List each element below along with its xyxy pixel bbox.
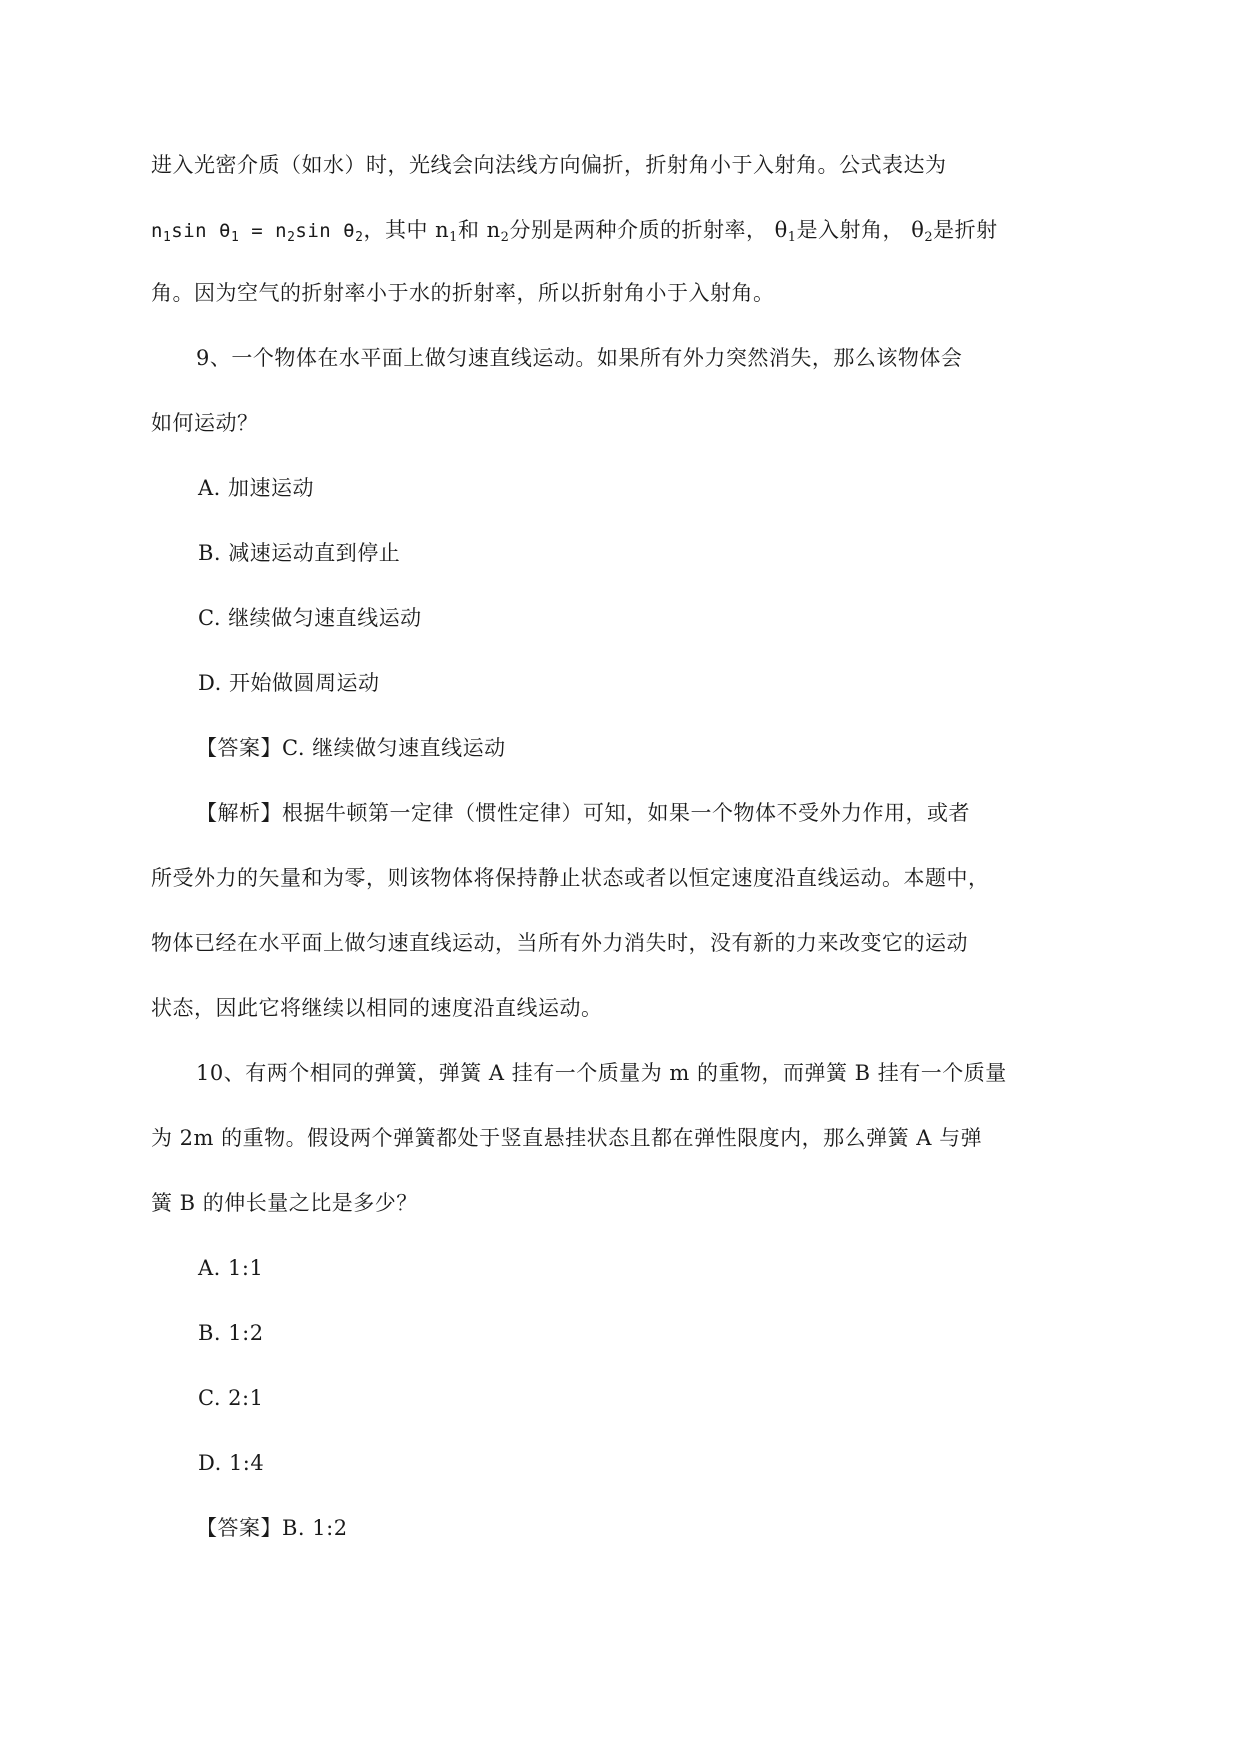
intro-line-3: 角。因为空气的折射率小于水的折射率，所以折射角小于入射角。 [151,281,775,305]
q9-option-a: A. 加速运动 [198,476,315,500]
q10-option-b: B. 1:2 [198,1321,264,1345]
q9-answer: 【答案】C. 继续做匀速直线运动 [196,736,506,760]
q10-stem-line-3: 簧 B 的伸长量之比是多少？ [151,1191,418,1215]
q10-option-a: A. 1:1 [198,1256,264,1280]
q9-analysis-line-3: 物体已经在水平面上做匀速直线运动，当所有外力消失时，没有新的力来改变它的运动 [151,931,968,955]
formula-n1-sin: $n_1\sin$ $\theta_1 = n_2\sin$ $\theta_2$ [151,220,364,245]
q9-analysis-line-1: 【解析】根据牛顿第一定律（惯性定律）可知，如果一个物体不受外力作用，或者 [196,801,970,825]
intro-line-1: 进入光密介质（如水）时，光线会向法线方向偏折，折射角小于入射角。公式表达为 [151,153,947,177]
q10-option-d: D. 1:4 [198,1451,265,1475]
q9-stem-line-1: 9、一个物体在水平面上做匀速直线运动。如果所有外力突然消失，那么该物体会 [196,346,963,370]
q9-option-d: D. 开始做圆周运动 [198,671,380,695]
q9-analysis-line-4: 状态，因此它将继续以相同的速度沿直线运动。 [151,996,603,1020]
q10-stem-line-2: 为 2m 的重物。假设两个弹簧都处于竖直悬挂状态且都在弹性限度内，那么弹簧 A 与弹 [151,1126,983,1150]
q9-option-b: B. 减速运动直到停止 [198,541,401,565]
q10-answer: 【答案】B. 1:2 [196,1516,348,1540]
intro-formula-line: $n_1\sin$ $\theta_1 = n_2\sin$ $\theta_2$，其中 $n_1$和 $n_2$分别是两种介质的折射率， $\theta_1$是入射角， $\theta_2$是折射 [151,218,998,245]
q9-analysis-line-2: 所受外力的矢量和为零，则该物体将保持静止状态或者以恒定速度沿直线运动。本题中， [151,866,990,890]
q10-option-c: C. 2:1 [198,1386,264,1410]
q9-stem-line-2: 如何运动？ [151,411,259,435]
q9-option-c: C. 继续做匀速直线运动 [198,606,422,630]
q10-stem-line-1: 10、有两个相同的弹簧，弹簧 A 挂有一个质量为 m 的重物，而弹簧 B 挂有一个质量 [196,1061,1007,1085]
